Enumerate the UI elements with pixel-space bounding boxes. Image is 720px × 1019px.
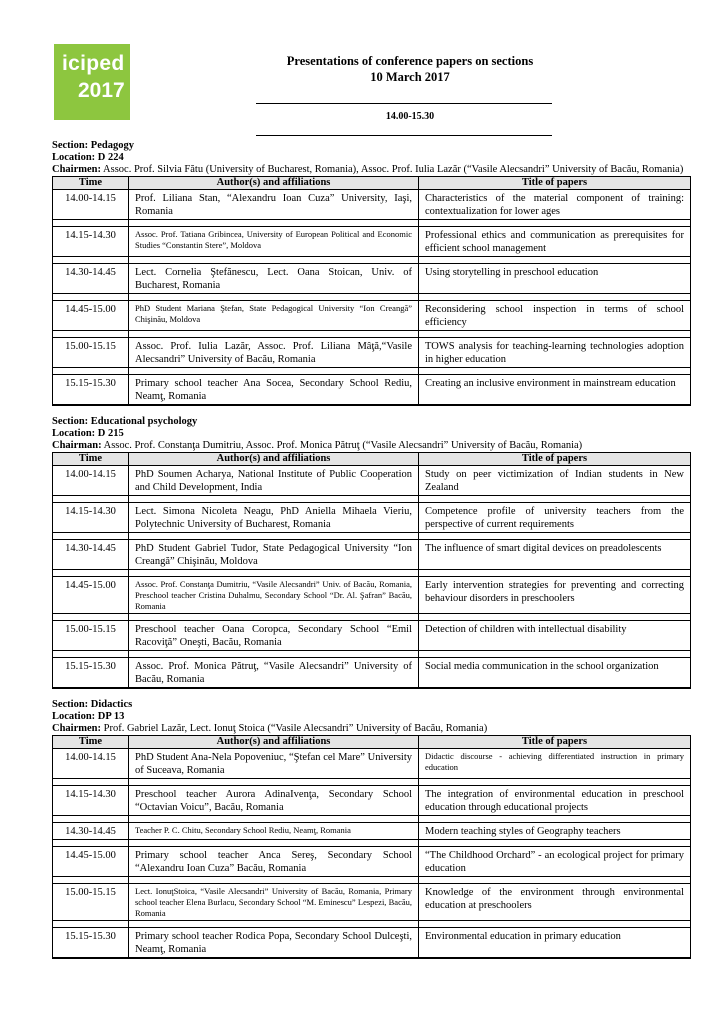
table-header-row [53, 736, 691, 749]
row-separator [53, 570, 691, 577]
authors-cell [129, 621, 419, 651]
paper-title-cell [419, 577, 691, 614]
authors-text: Lect. Cornelia Ştefănescu, Lect. Oana Stoican, Univ. of Bucharest, Romania [135, 267, 412, 291]
row-separator [53, 921, 691, 928]
row-separator [53, 816, 691, 823]
location-label: Location: [52, 711, 96, 722]
authors-cell [129, 227, 419, 257]
chair-label: Chairmen: [52, 164, 101, 175]
section-block [52, 140, 690, 406]
table-header-row [53, 177, 691, 190]
paper-title-text: Creating an inclusive environment in mainstream education [425, 378, 676, 389]
paper-title-cell [419, 884, 691, 921]
authors-cell [129, 884, 419, 921]
paper-title-text: Competence profile of university teachers from the perspective of current requirements [425, 506, 684, 530]
paper-title-cell [419, 190, 691, 220]
time-slot: 14.00-15.30 [385, 111, 435, 122]
authors-text: Lect. Simona Nicoleta Neagu, PhD Aniella Mihaela Vieriu, Polytechnic University of Bucharest, Romania [135, 506, 412, 530]
paper-title-cell [419, 658, 691, 688]
table-row [53, 928, 691, 958]
table-row [53, 658, 691, 688]
authors-cell [129, 338, 419, 368]
paper-title-cell [419, 847, 691, 877]
paper-title-text: Early intervention strategies for preventing and correcting behaviour disorders in preschoolers [425, 580, 684, 604]
location-line [52, 711, 690, 723]
sections-container [52, 140, 690, 969]
table-bottom [53, 958, 691, 959]
authors-text: Lect. IonuţStoica, “Vasile Alecsandri” University of Bacău, Romania, Primary school teacher Elena Burlacu, Secondary School “M. Eminescu” Lespezi, Bacău, Romania [135, 886, 412, 918]
paper-title-cell [419, 928, 691, 958]
row-separator [53, 496, 691, 503]
table-bottom [53, 688, 691, 689]
authors-cell [129, 928, 419, 958]
section-name: Educational psychology [90, 416, 198, 427]
authors-text: Teacher P. C. Chitu, Secondary School Rediu, Neamţ, Romania [135, 825, 351, 835]
time-cell: 15.15-15.30 [53, 928, 129, 958]
header-authors: Author(s) and affiliations [129, 453, 419, 466]
authors-text: Preschool teacher Oana Coropca, Secondary School “Emil Racoviţă” Oneşti, Bacău, Romania [135, 624, 412, 648]
row-separator [53, 331, 691, 338]
table-row [53, 264, 691, 294]
authors-text: Assoc. Prof. Constanţa Dumitriu, “Vasile Alecsandri” Univ. of Bacău, Romania, Preschool teacher Cristina Duhalmu, Secondary School “Dr. Al. Şafran” Bacău, Romania [135, 579, 412, 611]
page-date: 10 March 2017 [370, 70, 450, 84]
header-title: Title of papers [419, 453, 691, 466]
authors-cell [129, 466, 419, 496]
row-separator [53, 651, 691, 658]
authors-cell [129, 749, 419, 779]
chair-line [52, 164, 690, 176]
authors-cell [129, 823, 419, 840]
authors-text: Assoc. Prof. Tatiana Gribincea, University of European Political and Economic Studies “Constantin Stere”, Moldova [135, 229, 412, 250]
time-cell: 15.15-15.30 [53, 658, 129, 688]
chair-line [52, 440, 690, 452]
time-cell: 14.00-14.15 [53, 749, 129, 779]
location-line [52, 428, 690, 440]
header-authors: Author(s) and affiliations [129, 736, 419, 749]
chair-value: Prof. Gabriel Lazăr, Lect. Ionuţ Stoica (“Vasile Alecsandri” University of Bacău, Romania) [103, 723, 488, 734]
table-row [53, 540, 691, 570]
table-row [53, 301, 691, 331]
row-separator [53, 294, 691, 301]
paper-title-text: Professional ethics and communication as prerequisites for efficient school management [425, 230, 684, 254]
paper-title-text: Knowledge of the environment through environmental education at preschoolers [425, 887, 684, 911]
authors-text: Primary school teacher Ana Socea, Secondary School Rediu, Neamţ, Romania [135, 378, 412, 402]
paper-title-text: Using storytelling in preschool education [425, 267, 599, 278]
paper-title-cell [419, 823, 691, 840]
authors-text: Assoc. Prof. Monica Pătruţ, “Vasile Alecsandri” University of Bacău, Romania [135, 661, 412, 685]
time-cell: 15.00-15.15 [53, 621, 129, 651]
paper-title-text: Environmental education in primary education [425, 931, 621, 942]
section-label: Section: [52, 140, 89, 151]
section-block [52, 416, 690, 689]
table-header-row [53, 453, 691, 466]
table-row [53, 190, 691, 220]
time-cell: 14.45-15.00 [53, 577, 129, 614]
paper-title-text: Didactic discourse - achieving differentiated instruction in primary education [425, 751, 684, 772]
logo-text-line1: iciped [62, 52, 125, 75]
chair-label: Chairmen: [52, 723, 101, 734]
section-name-line [52, 140, 690, 152]
time-cell: 14.15-14.30 [53, 227, 129, 257]
table-row [53, 338, 691, 368]
time-cell: 15.00-15.15 [53, 884, 129, 921]
authors-cell [129, 847, 419, 877]
authors-cell [129, 540, 419, 570]
authors-cell [129, 786, 419, 816]
row-separator [53, 877, 691, 884]
section-name-line [52, 416, 690, 428]
table-bottom [53, 405, 691, 406]
logo-text-line2: 2017 [78, 79, 125, 102]
location-label: Location: [52, 152, 96, 163]
table-row [53, 227, 691, 257]
authors-cell [129, 301, 419, 331]
time-cell: 14.15-14.30 [53, 786, 129, 816]
header-title: Title of papers [419, 177, 691, 190]
location-value: D 215 [97, 428, 124, 439]
paper-title-text: The integration of environmental education in preschool education through educational projects [425, 789, 684, 813]
row-separator [53, 257, 691, 264]
schedule-table [52, 452, 691, 689]
paper-title-cell [419, 375, 691, 405]
header-title: Title of papers [419, 736, 691, 749]
section-name: Pedagogy [90, 140, 134, 151]
chair-label: Chairman: [52, 440, 102, 451]
authors-text: PhD Student Ana-Nela Popoveniuc, “Ştefan cel Mare” University of Suceava, Romania [135, 752, 412, 776]
chair-value: Assoc. Prof. Constanţa Dumitriu, Assoc. Prof. Monica Pătruţ (“Vasile Alecsandri” University of Bacău, Romania) [103, 440, 583, 451]
paper-title-cell [419, 301, 691, 331]
paper-title-cell [419, 540, 691, 570]
time-cell: 15.15-15.30 [53, 375, 129, 405]
authors-text: Primary school teacher Rodica Popa, Secondary School Dulceşti, Neamţ, Romania [135, 931, 412, 955]
location-line [52, 152, 690, 164]
location-label: Location: [52, 428, 96, 439]
time-cell: 14.00-14.15 [53, 466, 129, 496]
authors-text: Assoc. Prof. Iulia Lazăr, Assoc. Prof. Liliana Mâţă,“Vasile Alecsandri” University of Bacău, Romania [135, 341, 412, 365]
paper-title-cell [419, 503, 691, 533]
time-cell: 14.45-15.00 [53, 847, 129, 877]
authors-text: Prof. Liliana Stan, “Alexandru Ioan Cuza” University, Iaşi, Romania [135, 193, 412, 217]
authors-cell [129, 264, 419, 294]
paper-title-cell [419, 749, 691, 779]
table-row [53, 884, 691, 921]
section-block [52, 699, 690, 959]
authors-cell [129, 503, 419, 533]
time-cell: 14.30-14.45 [53, 823, 129, 840]
location-value: D 224 [97, 152, 124, 163]
chair-line [52, 723, 690, 735]
paper-title-text: Modern teaching styles of Geography teachers [425, 826, 621, 837]
paper-title-text: Reconsidering school inspection in terms of school efficiency [425, 304, 684, 328]
paper-title-text: Study on peer victimization of Indian students in New Zealand [425, 469, 684, 493]
paper-title-cell [419, 786, 691, 816]
row-separator [53, 840, 691, 847]
location-value: DP 13 [97, 711, 125, 722]
paper-title-cell [419, 466, 691, 496]
time-cell: 14.30-14.45 [53, 264, 129, 294]
section-label: Section: [52, 416, 89, 427]
chair-value: Assoc. Prof. Silvia Fătu (University of Bucharest, Romania), Assoc. Prof. Iulia Lazăr (“Vasile Alecsandri” University of Bacău, Romania) [103, 164, 684, 175]
header-time: Time [53, 177, 129, 190]
paper-title-text: Detection of children with intellectual disability [425, 624, 627, 635]
section-name-line [52, 699, 690, 711]
paper-title-text: The influence of smart digital devices on preadolescents [425, 543, 662, 554]
page-title: Presentations of conference papers on sections [286, 54, 534, 68]
row-separator [53, 614, 691, 621]
header-rule-bottom [256, 135, 552, 136]
header-authors: Author(s) and affiliations [129, 177, 419, 190]
authors-cell [129, 375, 419, 405]
section-name: Didactics [90, 699, 133, 710]
authors-cell [129, 190, 419, 220]
table-row [53, 621, 691, 651]
row-separator [53, 220, 691, 227]
iciped-logo [54, 44, 130, 120]
paper-title-cell [419, 264, 691, 294]
time-cell: 14.00-14.15 [53, 190, 129, 220]
paper-title-text: Characteristics of the material component of training: contextualization for lower ages [425, 193, 684, 217]
paper-title-cell [419, 621, 691, 651]
table-row [53, 786, 691, 816]
paper-title-cell [419, 227, 691, 257]
paper-title-text: Social media communication in the school organization [425, 661, 659, 672]
paper-title-text: “The Childhood Orchard” - an ecological project for primary education [425, 850, 684, 874]
authors-cell [129, 577, 419, 614]
schedule-table [52, 735, 691, 959]
row-separator [53, 368, 691, 375]
time-cell: 15.00-15.15 [53, 338, 129, 368]
schedule-table [52, 176, 691, 406]
time-cell: 14.30-14.45 [53, 540, 129, 570]
row-separator [53, 533, 691, 540]
section-label: Section: [52, 699, 89, 710]
time-cell: 14.45-15.00 [53, 301, 129, 331]
table-row [53, 823, 691, 840]
authors-text: Preschool teacher Aurora AdinaIvenţa, Secondary School “Octavian Voicu”, Bacău, Romania [135, 789, 412, 813]
authors-text: Primary school teacher Anca Sereş, Secondary School “Alexandru Ioan Cuza” Bacău, Romania [135, 850, 412, 874]
table-row [53, 466, 691, 496]
table-row [53, 847, 691, 877]
authors-text: PhD Soumen Acharya, National Institute of Public Cooperation and Child Development, India [135, 469, 412, 493]
header-time: Time [53, 736, 129, 749]
time-cell: 14.15-14.30 [53, 503, 129, 533]
table-row [53, 503, 691, 533]
table-row [53, 375, 691, 405]
header-rule-top [256, 103, 552, 104]
paper-title-text: TOWS analysis for teaching-learning technologies adoption in higher education [425, 341, 684, 365]
authors-cell [129, 658, 419, 688]
table-row [53, 577, 691, 614]
page-header [150, 53, 670, 85]
authors-text: PhD Student Gabriel Tudor, State Pedagogical University “Ion Creangă” Chişinău, Moldova [135, 543, 412, 567]
authors-text: PhD Student Mariana Ştefan, State Pedagogical University “Ion Creangă” Chişinău, Moldova [135, 303, 412, 324]
header-time: Time [53, 453, 129, 466]
paper-title-cell [419, 338, 691, 368]
table-row [53, 749, 691, 779]
row-separator [53, 779, 691, 786]
